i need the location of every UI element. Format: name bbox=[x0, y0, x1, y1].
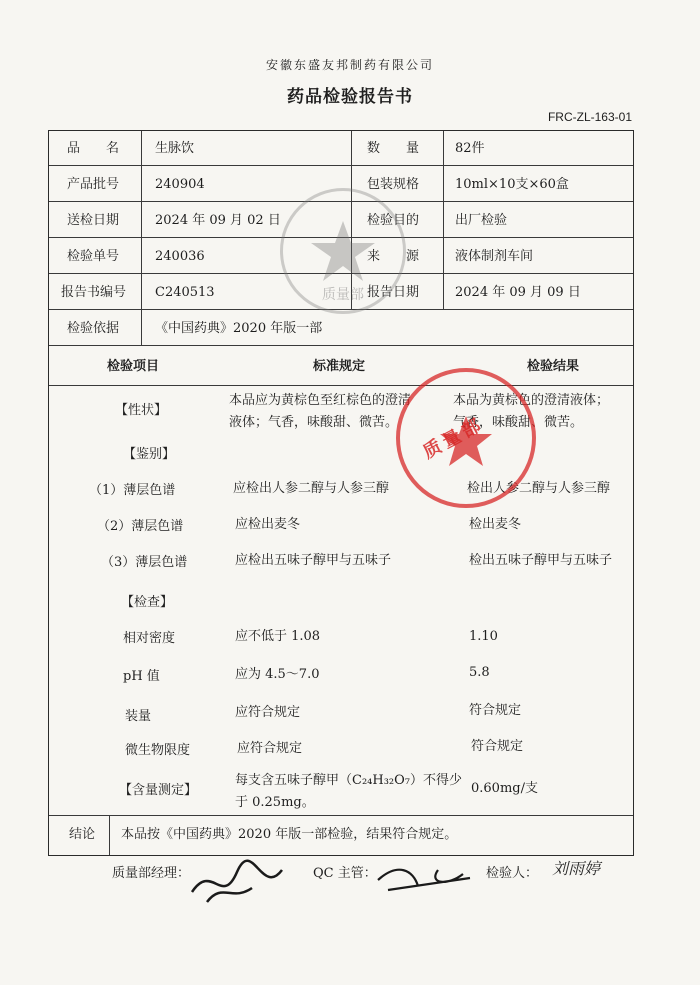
row-result: 5.8 bbox=[469, 665, 490, 680]
report-date-label: 报告日期 bbox=[367, 285, 420, 300]
gray-stamp-text: 质量部 bbox=[322, 287, 364, 303]
red-stamp-text: 质量部 bbox=[419, 413, 488, 464]
row-standard: 本品应为黄棕色至红棕色的澄清 bbox=[229, 393, 412, 408]
basis-label: 检验依据 bbox=[67, 321, 120, 336]
row-divider bbox=[49, 815, 633, 816]
col-header-standard: 标准规定 bbox=[313, 359, 366, 374]
purpose: 出厂检验 bbox=[455, 213, 508, 228]
company-name: 安徽东盛友邦制药有限公司 bbox=[265, 58, 434, 72]
quantity: 82件 bbox=[455, 141, 485, 156]
row-standard: 应符合规定 bbox=[235, 705, 301, 720]
row-item: 相对密度 bbox=[123, 631, 176, 646]
row-standard: 应为 4.5～7.0 bbox=[235, 667, 320, 682]
report-date: 2024 年 09 月 09 日 bbox=[455, 285, 581, 300]
row-item: 【鉴别】 bbox=[123, 447, 176, 462]
inspector-label: 检验人： bbox=[486, 866, 539, 881]
conclusion-text: 本品按《中国药典》2020 年版一部检验，结果符合规定。 bbox=[121, 827, 458, 842]
star-icon bbox=[283, 191, 403, 311]
pack: 10ml×10支×60盒 bbox=[455, 177, 569, 192]
col-divider bbox=[109, 815, 110, 855]
source: 液体制剂车间 bbox=[455, 249, 534, 264]
row-result: 检出五味子醇甲与五味子 bbox=[469, 553, 613, 568]
row-divider bbox=[49, 345, 633, 346]
row-result: 气香，味酸甜、微苦。 bbox=[453, 415, 584, 430]
row-result: 1.10 bbox=[469, 629, 498, 644]
row-standard: 应检出人参二醇与人参三醇 bbox=[233, 481, 390, 496]
pack-label: 包装规格 bbox=[367, 177, 420, 192]
form-code: FRC-ZL-163-01 bbox=[547, 110, 632, 124]
submit-date-label: 送检日期 bbox=[67, 213, 120, 228]
row-item: 【含量测定】 bbox=[119, 783, 198, 798]
row-divider bbox=[49, 165, 633, 166]
row-standard: 液体；气香，味酸甜、微苦。 bbox=[229, 415, 399, 430]
row-item: 【性状】 bbox=[115, 403, 168, 418]
row-result: 符合规定 bbox=[471, 739, 524, 754]
row-result: 符合规定 bbox=[469, 703, 522, 718]
row-item: （2）薄层色谱 bbox=[97, 519, 184, 534]
qa-manager-signature bbox=[182, 852, 292, 916]
row-item: 装量 bbox=[125, 709, 152, 724]
row-standard: 应检出五味子醇甲与五味子 bbox=[235, 553, 392, 568]
row-item: 微生物限度 bbox=[125, 743, 191, 758]
col-divider bbox=[443, 131, 444, 309]
row-standard: 于 0.25mg。 bbox=[235, 795, 315, 810]
row-result: 检出麦冬 bbox=[469, 517, 522, 532]
col-divider bbox=[141, 131, 142, 345]
purpose-label: 检验目的 bbox=[367, 213, 420, 228]
report-no-label: 报告书编号 bbox=[61, 285, 127, 300]
basis: 《中国药典》2020 年版一部 bbox=[155, 321, 323, 336]
row-result: 检出人参二醇与人参三醇 bbox=[467, 481, 611, 496]
submit-date: 2024 年 09 月 02 日 bbox=[155, 213, 281, 228]
product-name-label: 品 名 bbox=[67, 141, 120, 156]
batch-label: 产品批号 bbox=[67, 177, 120, 192]
test-no-label: 检验单号 bbox=[67, 249, 120, 264]
report-no: C240513 bbox=[155, 285, 215, 300]
row-item: （1）薄层色谱 bbox=[89, 483, 176, 498]
source-label: 来 源 bbox=[367, 249, 420, 264]
row-divider bbox=[49, 385, 633, 386]
row-item: （3）薄层色谱 bbox=[101, 555, 188, 570]
row-standard: 每支含五味子醇甲（C₂₄H₃₂O₇）不得少 bbox=[235, 773, 462, 788]
row-item: pH 值 bbox=[123, 669, 160, 684]
product-name: 生脉饮 bbox=[155, 141, 195, 156]
col-header-item: 检验项目 bbox=[107, 359, 160, 374]
qa-manager-label: 质量部经理： bbox=[112, 866, 191, 881]
qc-signature bbox=[368, 850, 478, 904]
quantity-label: 数 量 bbox=[367, 141, 420, 156]
row-standard: 应不低于 1.08 bbox=[235, 629, 321, 644]
gray-seal-stamp bbox=[280, 188, 406, 314]
row-standard: 应符合规定 bbox=[237, 741, 303, 756]
conclusion-label: 结论 bbox=[69, 827, 96, 842]
row-result: 本品为黄棕色的澄清液体； bbox=[453, 393, 610, 408]
row-standard: 应检出麦冬 bbox=[235, 517, 301, 532]
row-item: 【检查】 bbox=[121, 595, 174, 610]
batch: 240904 bbox=[155, 177, 205, 192]
inspector-name: 刘雨婷 bbox=[552, 859, 601, 878]
row-result: 0.60mg/支 bbox=[471, 781, 538, 796]
qc-label: QC 主管： bbox=[313, 866, 377, 881]
report-title: 药品检验报告书 bbox=[287, 87, 413, 107]
test-no: 240036 bbox=[155, 249, 205, 264]
col-header-result: 检验结果 bbox=[527, 359, 580, 374]
